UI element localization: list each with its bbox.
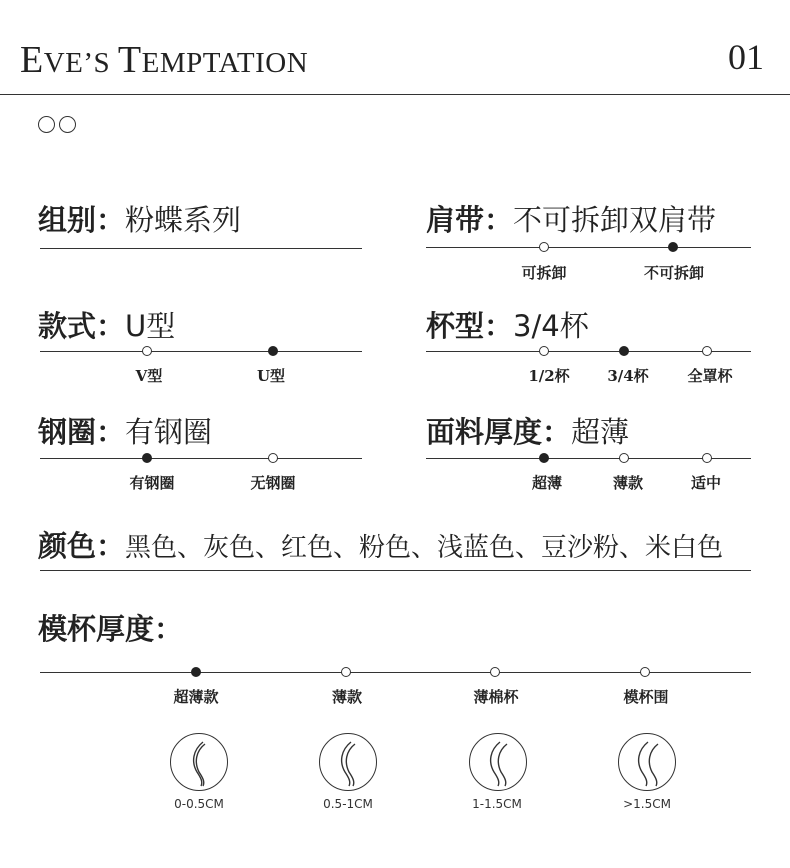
style-scale-line: [40, 351, 362, 352]
wire-field: [38, 410, 212, 451]
fabric-marker-ultrathin: [539, 453, 549, 463]
colors-field: [38, 524, 723, 565]
range-padded: 1-1.5CM: [472, 797, 522, 811]
colors-divider: [40, 570, 751, 571]
mold-marker-padded: [490, 667, 500, 677]
style-option-u: U型: [256, 367, 286, 385]
fabric-label: 面料厚度：: [426, 415, 572, 449]
style-marker-u: [268, 346, 278, 356]
group-value: 粉蝶系列: [125, 203, 242, 237]
mold-field: [38, 607, 183, 648]
group-label: 组别：: [38, 203, 126, 237]
style-field: [38, 304, 175, 345]
mold-option-ultrathin: 超薄款: [173, 688, 219, 706]
cup-option-half: 1/2杯: [528, 367, 570, 385]
style-option-v: V型: [135, 367, 163, 385]
group-divider: [40, 248, 362, 249]
page-number: 01: [728, 37, 764, 77]
wire-scale-line: [40, 458, 362, 459]
strap-option-detachable: 可拆卸: [521, 264, 567, 282]
range-molded: >1.5CM: [623, 797, 671, 811]
cup-field: [426, 304, 589, 345]
wire-marker-with: [142, 453, 152, 463]
cup-value: 3/4杯: [513, 309, 589, 343]
fabric-option-ultrathin: 超薄: [531, 474, 563, 492]
mold-option-thin: 薄款: [331, 688, 363, 706]
style-label: 款式：: [38, 309, 126, 343]
wire-marker-without: [268, 453, 278, 463]
wire-option-without: 无钢圈: [250, 474, 296, 492]
strap-value: 不可拆卸双肩带: [513, 203, 717, 237]
strap-marker-detachable: [539, 242, 549, 252]
strap-label: 肩带：: [426, 203, 514, 237]
cup-thickness-padded-icon: [469, 733, 527, 791]
mold-label: 模杯厚度：: [38, 612, 184, 646]
wire-option-with: 有钢圈: [129, 474, 175, 492]
header-divider: [0, 94, 790, 95]
colors-label: 颜色：: [38, 529, 126, 563]
cup-thickness-molded-icon: [618, 733, 676, 791]
fabric-field: [426, 410, 629, 451]
wire-value: 有钢圈: [125, 415, 213, 449]
cup-thickness-thin-icon: [319, 733, 377, 791]
mold-marker-ultrathin: [191, 667, 201, 677]
mold-marker-thin: [341, 667, 351, 677]
cup-marker-half: [539, 346, 549, 356]
strap-option-non-detachable: 不可拆卸: [643, 264, 705, 282]
brand-logo: EVE’S TEMPTATION: [20, 39, 309, 81]
decorative-circles: [38, 116, 76, 133]
cup-marker-three-quarter: [619, 346, 629, 356]
circle-icon: [38, 116, 55, 133]
range-ultrathin: 0-0.5CM: [174, 797, 224, 811]
group-field: [38, 198, 241, 239]
wire-label: 钢圈：: [38, 415, 126, 449]
range-thin: 0.5-1CM: [323, 797, 373, 811]
mold-marker-molded: [640, 667, 650, 677]
circle-icon: [59, 116, 76, 133]
colors-value: 黑色、灰色、红色、粉色、浅蓝色、豆沙粉、米白色: [125, 533, 724, 563]
fabric-option-thin: 薄款: [612, 474, 644, 492]
mold-option-padded: 薄棉杯: [473, 688, 519, 706]
fabric-value: 超薄: [571, 415, 630, 449]
strap-scale-line: [426, 247, 751, 248]
strap-field: [426, 198, 716, 239]
fabric-marker-medium: [702, 453, 712, 463]
fabric-marker-thin: [619, 453, 629, 463]
style-value: U型: [125, 309, 176, 343]
fabric-option-medium: 适中: [690, 474, 722, 492]
cup-thickness-ultrathin-icon: [170, 733, 228, 791]
cup-option-full: 全罩杯: [687, 367, 733, 385]
cup-marker-full: [702, 346, 712, 356]
cup-label: 杯型：: [426, 309, 514, 343]
style-marker-v: [142, 346, 152, 356]
cup-option-three-quarter: 3/4杯: [607, 367, 649, 385]
strap-marker-non-detachable: [668, 242, 678, 252]
mold-option-molded: 模杯围: [623, 688, 669, 706]
